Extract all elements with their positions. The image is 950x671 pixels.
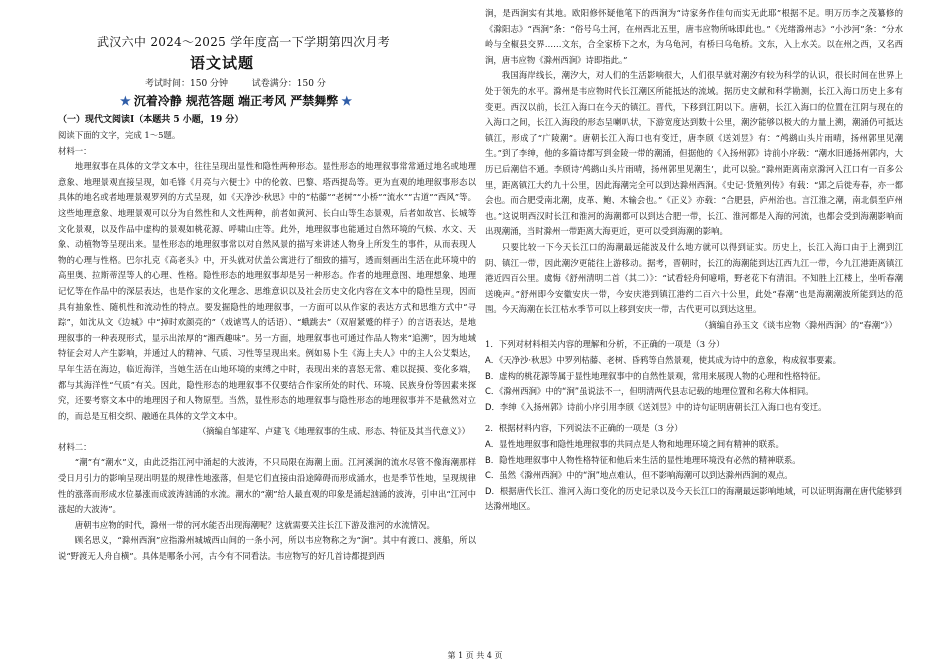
instruction: 阅读下面的文字，完成 1～5题。 [58, 130, 181, 140]
question-1-option-c: C．《滁州西涧》中的“涧”虽说法不一，但明清两代县志记载的地理位置和名称大体相同。 [485, 386, 814, 397]
question-1-stem: 1．下列对材料相关内容的理解和分析，不正确的一项是（3 分） [485, 339, 725, 350]
material-2-label: 材料二： [58, 441, 92, 452]
question-1-option-a: A．《天净沙·秋思》中罗列枯藤、老树、昏鸦等自然景观，使其成为诗中的意象，构成叙事要素。 [485, 355, 841, 366]
material-2-paragraph: 顾名思义，“滁州西涧”应指滁州城城西山间的一条小河，所以韦应物称之为“涧”。其中有渡口、渡船，所以说“野渡无人舟自横”。具体是哪条小河，古今有不同看法。韦应物写的好几首诗都提到西 [58, 535, 476, 562]
material-2-paragraph: 我国海岸线长，潮汐大，对人们的生活影响很大，人们很早就对潮汐有较为科学的认识，很长时间在世界上处于领先的水平。滁州是韦应物时代长江潮区所能抵达的流域。据历史文献和科学勘测，长江入海口历史上多有变更。西汉以前，长江入海口在今天的镇江。晋代，下移到江阴以下。唐朝，长江入海口的位置在江阴与现在的入海口之间，长江入海段的形态呈喇叭状，下游宽度达到数十公里，潮汐能够以极大的力量上溯，潮涌仍可抵达镇江，形成了“广陵潮”。唐朝长江入海口也有变迁，唐李颀《送刘昱》有：“鸬鹚山头片雨晴，扬州郭里见潮生。”到了李绅，他的多篇诗都写到金陵一带的潮涌，但据他的《入扬州郭》诗前小序载：“潮水旧通扬州郭内，大历已后潮信不通。李颀诗‘鸬鹚山头片雨晴，扬州郭里见潮生’，此可以验。”滁州距离南京滁河入江口有一百多公里，距离镇江大约九十公里，因此海潮完全可以到达滁州西涧。《史记·货殖列传》有载：“郢之后徙寿春，亦一都会也。而合肥受南北潮，皮革、鲍、木输会也。”《正义》亦载：“合肥县，庐州治也。言江淮之潮，南北俱至庐州也。”这说明西汉时长江和淮河的海潮都可以到达合肥一带，长江、淮河都是入海的河流，也都会受到海潮影响而出现潮涌，当时滁州一带距离大海更近，更可以受到海潮的影响。 [485, 70, 903, 237]
material-1-source: （摘编自邹建军、卢建飞《地理叙事的生成、形态、特征及其当代意义》） [197, 426, 470, 437]
material-2-paragraph: 唐朝韦应物的时代，滁州一带的河水能否出现海潮呢？这就需要关注长江下游及淮河的水流情况。 [74, 519, 435, 530]
material-2-paragraph-cont: 涧，是西涧实有其地。欧阳修怀疑他笔下的西涧为“诗家务作佳句而实无此耶”根据不足。明万历李之茂纂修的《滁阳志》“西涧”条：“俗号乌土河，在州西北五里，唐韦应物所咏即此也。”《光绪滁州志》“小沙河”条：“分水岭与全椒县交界……文东，合全家桥下之水，为乌龟河，有桥曰乌龟桥。文东，入上水关。以在州之西，又名西涧，唐韦应物《滁州西涧》诗即指此。” [485, 8, 903, 65]
material-2-source: （摘编自孙玉文《谈韦应物〈滁州西涧〉的“春潮”》） [700, 319, 897, 330]
question-2-option-c: C．虽然《滁州西涧》中的“涧”地点难认，但不影响海潮可以到达滁州西涧的观点。 [485, 470, 793, 481]
exam-time: 考试时间：150 分钟 [145, 79, 229, 89]
exam-meta [145, 76, 326, 89]
exam-motto [120, 92, 352, 109]
question-2-option-d: D．根据唐代长江、淮河入海口变化的历史记录以及今天长江口的海潮最远影响地域，可以证明海潮在唐代能够到达滁州地区。 [485, 485, 902, 512]
material-2-paragraph: 只要比较一下今天长江口的海潮最远能波及什么地方就可以得到证实。历史上，长江入海口由于上溯到江阴、镇江一带，因此潮汐更能往上游移动。据考，晋朝时，长江的海潮能到达江西九江一带，今九江港距离镇江港近四百公里。虞悔《舒州清明二首（其二）》：“试看轻舟何噫啃，野老花下有清泪。不知胜上江楼上，坐听春潮送晚声。”舒州即今安徽安庆一带，今安庆港到镇江港约二百六十公里，此处“春潮”也是海潮潮波所能到达的范围。今天海潮在长江枯水季节可以上移到安庆一带，古代更可以到达这里。 [485, 241, 903, 315]
question-2-option-b: B．隐性地理叙事中人物性格特征和他后来生活的显性地理环境没有必然的精神联系。 [485, 454, 801, 465]
material-1-paragraph: 地理叙事在具体的文学文本中，往往呈现出显性和隐性两种形态。显性形态的地理叙事常常通过地名或地理意象、地理景观直接呈现，如毛锋《月亮与六便士》中的伦敦、巴黎、塔西提岛等。更为直观的地理叙事形态以具体的地名或者地理景观罗列的方式呈现，如《天净沙·秋思》中的“枯藤”“老树”“小桥”“流水”“古道”“西风”等。这些地理意象、地理景观可以分为自然性和人文性两种，前者如黄河、长白山等生态景观，后者如故宫、长城等文化景观，以及作品中虚构的景观如桃花源、呼啸山庄等。此外，地理叙事也能通过自然环境的气候、水文、天象、动植物等呈现出来。显性形态的地理叙事常以对自然风景的描写来讲述人物身上所发生的事件，从而表现人物的心理与性格。巴尔扎克《高老头》中，开头就对伏盖公寓进行了细致的描写，透而刻画出生活在此环境中的高里奥、拉斯蒂涅等人的心理、性格。隐性形态的地理叙事却是另一种形态。作者的地理意图、地理想象、地理记忆等在作品中的深层表达，也是作家的文化理念、思维意识以及社会历史文化内容在文本中的隐性呈现，因而具有抽象性、随机性和流动性的特点。要发掘隐性的地理叙事，一方面可以从作家的表达方式和思维方式中“寻踪”，如沈从文《边城》中“掉时欢颜亮的”（戏谑骂人的话语）、“蛾跳去”（双眉紧蹙的样子）的言语表达，是地理叙事的一种表现形式，显示出浓厚的“湘西趣味”。另一方面，地理叙事也可通过作品人物来“追溯”，因为地域特征会对人产生影响，并通过人的精神、气质、习性等呈现出来。例如易卜生《海上夫人》中的主人公艾梨达，早年生活在海边，临近海洋，当她生活在山地环境的束缚之中时，表现出来的喜怒无常、难以捉摸、变化多端，都与其海洋性“气质”有关。因此，隐性形态的地理叙事不仅要结合作家所处的时代、环境、民族身份等因素来探究，还要考察文本中的地理因子和人物原型。当然，显性形态的地理叙事与隐性形态的地理叙事并不是截然对立的，而总是互相交织、融通在具体的文学文本中。 [58, 161, 476, 421]
material-1-label: 材料一： [58, 145, 92, 156]
exam-subject: 语文试题 [190, 54, 255, 72]
right-column [485, 6, 903, 515]
question-2-stem: 2．根据材料内容，下列说法不正确的一项是（3 分） [485, 423, 683, 434]
star-icon: ★ [341, 93, 353, 108]
motto-text: 沉着冷静 规范答题 端正考风 严禁舞弊 [133, 94, 339, 108]
material-2-paragraph: “潮”有“潮水”义，由此泛指江河中涌起的大波涛，不只局限在海潮上面。江河溪涧的流水尽管不像海潮那样受日月引力的影响呈现出明显的规律性地涨落，但是它们直接由沿途障碍而形成涌水，也是季节性地，呈现规律性的涨落而形成水位暴涨而成波涛汹涌的水流。潮水的“潮”给人最直观的印象是涌起汹涌的波涛，引申出“江河中涨起的大波涛”。 [58, 457, 476, 515]
left-column [58, 128, 476, 565]
question-2-option-a: A．显性地理叙事和隐性地理叙事的共同点是人物和地理环境之间有精神的联系。 [485, 439, 784, 450]
question-1-option-d: D．李绅《入扬州郭》诗前小序引用李颀《送刘昱》中的诗句证明唐朝长江入海口也有变迁。 [485, 401, 827, 412]
section-heading: （一）现代文阅读Ⅰ（本题共 5 小题，19 分） [58, 115, 244, 125]
exam-title: 武汉六中 2024～2025 学年度高一下学期第四次月考 [97, 35, 391, 49]
exam-score: 试卷满分：150 分 [251, 79, 326, 89]
question-1-option-b: B．虚构的桃花源等属于显性地理叙事中的自然性景观，常用来展现人物的心理和性格特征。 [485, 370, 826, 381]
star-icon: ★ [120, 93, 131, 108]
page-footer: 第 1 页 共 4 页 [447, 651, 503, 660]
